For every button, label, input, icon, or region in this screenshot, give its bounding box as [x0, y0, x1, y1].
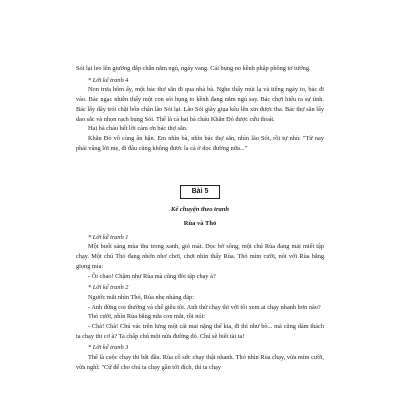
paragraph-rabbit-boast: - Chà! Chà! Chú vác trên lưng một cái mai nặng thế kia, đi thì như bò... mà cũng dám thách ta chạy thi cơ à? Ta chấp chú một nửa đường đó. Chú sẽ biết tài ta! — [76, 323, 324, 340]
paragraph-rabbit-mock: - Ôi chao! Chậm như Rùa mà cũng đòi tập chạy à? — [88, 272, 216, 280]
paragraph-turtle-replies: Ngước mắt nhìn Thỏ, Rùa nhẹ nhàng đáp: — [88, 293, 194, 301]
paragraph-turtle-challenge: - Anh đừng coi thường và chế giễu tôi. Anh thử chạy thi với tôi xem ai chạy nhanh hơn nào? — [88, 303, 321, 311]
caption-picture-3: * Lời kể tranh 3 — [88, 344, 129, 352]
paragraph-hunter: Non trưa hôm ấy, một bác thợ săn đi qua nhà bà. Nghe thấy mùi lạ và tiếng ngáy to, bác đi vào. Bác ngạc nhiên thấy một con sói bụng to kềnh đang nằm ngủ say. Bác chợt hiểu ra sự tình. Bác lấy dây trói chặt bốn chân lão Sói lại. Lão Sói giãy giụa kêu lên xin được tha. Bác thợ săn lấy dao sắc và nhọn rạch bụng Sói. Thế là cả hai bà cháu Khăn Đỏ được cứu thoát. — [76, 86, 324, 123]
lesson-subtitle: Kể chuyện theo tranh — [171, 206, 229, 214]
lesson-label: Bài 5 — [191, 188, 209, 196]
lesson-label-box — [180, 185, 220, 199]
story-title: Rùa và Thỏ — [183, 220, 217, 228]
paragraph-thanks: Hai bà cháu hết lời cảm ơn bác thợ săn. — [88, 125, 188, 133]
paragraph-race-starts: Thế là cuộc chạy thi bắt đầu. Rùa cố sức chạy thật nhanh. Thỏ nhìn Rùa chạy, vừa mỉm cười, vừa nghĩ: "Cứ để cho chú ta chạy gần tới đích, thì ta chạy — [76, 354, 324, 371]
paragraph-rabbit-laughs: Thỏ cười, nhìn Rùa bằng nửa con mắt, rồi nói: — [88, 313, 206, 321]
paragraph-regret: Khăn Đỏ vô cùng ân hận. Em nhìn bà, nhìn bác thợ săn, nhìn lão Sói, rồi tự nhủ: "Từ nay phải vâng lời mẹ, đi đâu cũng không được la cà ở dọc đường nữa..." — [76, 134, 324, 152]
paragraph-wolf-sleeps: Sói lại leo lên giường đắp chăn nằm ngủ, ngáy vang. Cái bụng no kềnh phập phồng tơ tướng. — [76, 65, 311, 72]
caption-picture-2: * Lời kể tranh 2 — [88, 284, 129, 292]
paragraph-autumn-morning: Một buổi sáng mùa thu trong xanh, gió mát. Dọc bờ sông, một chú Rùa đang mải miết tập chạy. Một chú Thỏ đang nhởn nhơ chơi, chợt nhìn thấy Rùa. Thỏ mỉm cười, nói với Rùa bằng giọng mỉa: — [76, 243, 324, 270]
caption-picture-1: * Lời kể tranh 1 — [88, 233, 129, 241]
caption-picture-4: * Lời kể tranh 4 — [88, 76, 129, 84]
